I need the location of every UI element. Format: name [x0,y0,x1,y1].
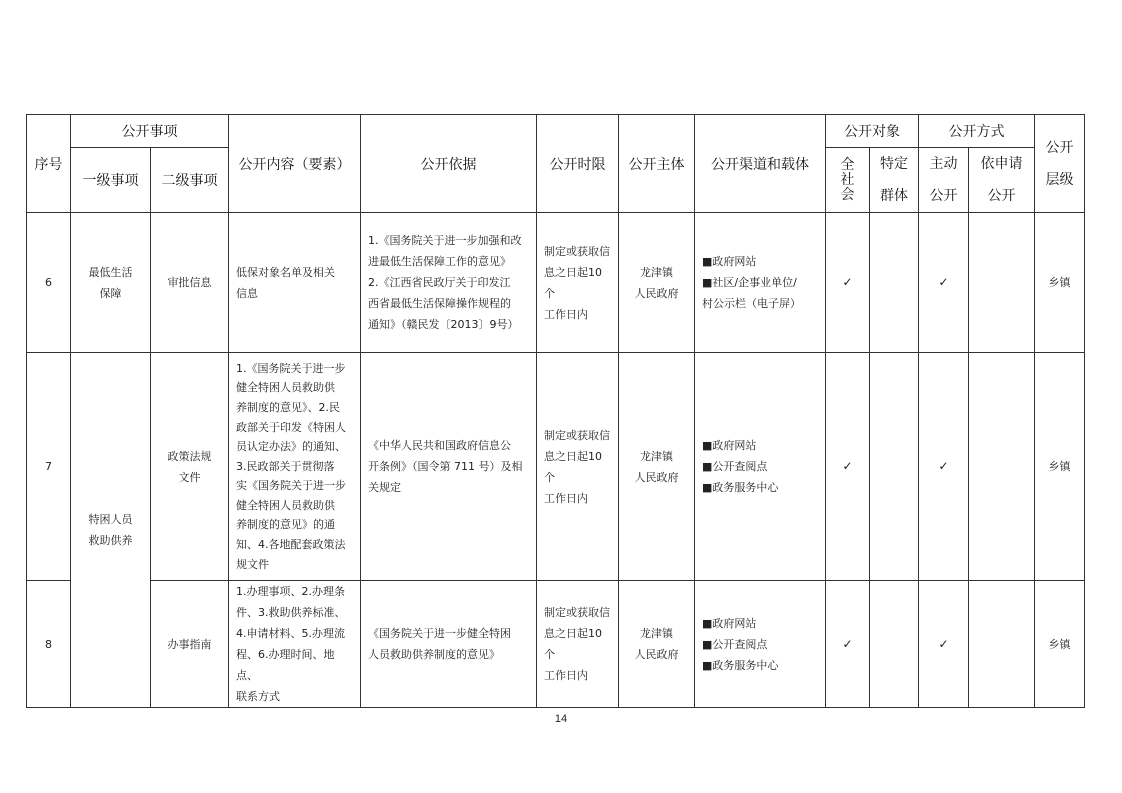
row-content: 1.《国务院关于进一步 健全特困人员救助供 养制度的意见》、2.民 政部关于印发《特困人 员认定办法》的通知、 3.民政部关于贯彻落 实《国务院关于进一步 健全特困人员救助供 养制度的意见》的通 知、4.各地配套政策法 规文件 [229,353,361,581]
cell-specific-empty [870,353,919,581]
row-subject: 龙津镇 人民政府 [619,213,695,353]
row-level: 乡镇 [1035,213,1085,353]
table-row [27,213,1085,353]
row-channel: ■政府网站 ■公开查阅点 ■政务服务中心 [695,353,826,581]
header-level1: 一级事项 [71,148,151,213]
header-target-all: 全 社 会 [826,148,870,213]
table-row [27,581,1085,708]
row-basis: 《国务院关于进一步健全特困 人员救助供养制度的意见》 [361,581,537,708]
cell-request-empty [969,581,1035,708]
row-time-limit: 制定或获取信 息之日起10个 工作日内 [537,581,619,708]
header-target-group: 公开对象 [826,115,919,148]
check-mark-active: ✓ [919,581,969,708]
row-channel: ■政府网站 ■公开查阅点 ■政务服务中心 [695,581,826,708]
row-content: 低保对象名单及相关 信息 [229,213,361,353]
table-row [27,353,1085,581]
page-number: 14 [554,713,568,725]
header-channel: 公开渠道和载体 [695,115,826,213]
row-level: 乡镇 [1035,581,1085,708]
row-seq: 8 [27,581,71,708]
header-method-group: 公开方式 [919,115,1035,148]
check-mark-active: ✓ [919,353,969,581]
row-level2: 办事指南 [151,581,229,708]
header-method-active: 主动 公开 [919,148,969,213]
row-basis: 《中华人民共和国政府信息公 开条例》（国令第 711 号）及相 关规定 [361,353,537,581]
cell-request-empty [969,353,1035,581]
cell-specific-empty [870,581,919,708]
header-time-limit: 公开时限 [537,115,619,213]
check-mark-all: ✓ [826,213,870,353]
row-seq: 7 [27,353,71,581]
check-mark-all: ✓ [826,353,870,581]
header-basis: 公开依据 [361,115,537,213]
row-level1: 特困人员 救助供养 [71,353,151,708]
header-content: 公开内容（要素） [229,115,361,213]
row-subject: 龙津镇 人民政府 [619,353,695,581]
cell-specific-empty [870,213,919,353]
row-subject: 龙津镇 人民政府 [619,581,695,708]
header-subject: 公开主体 [619,115,695,213]
header-target-specific: 特定 群体 [870,148,919,213]
header-level: 公开 层级 [1035,115,1085,213]
row-time-limit: 制定或获取信 息之日起10个 工作日内 [537,213,619,353]
check-mark-all: ✓ [826,581,870,708]
row-time-limit: 制定或获取信 息之日起10个 工作日内 [537,353,619,581]
row-seq: 6 [27,213,71,353]
header-seq: 序号 [27,115,71,213]
row-basis: 1.《国务院关于进一步加强和改 进最低生活保障工作的意见》 2.《江西省民政厅关于印发江 西省最低生活保障操作规程的 通知》（赣民发〔2013〕9号） [361,213,537,353]
check-mark-active: ✓ [919,213,969,353]
row-level2: 审批信息 [151,213,229,353]
disclosure-table [26,114,1085,708]
row-content: 1.办理事项、2.办理条 件、3.救助供养标准、 4.申请材料、5.办理流 程、6.办理时间、地点、 联系方式 [229,581,361,708]
header-method-request: 依申请 公开 [969,148,1035,213]
row-level: 乡镇 [1035,353,1085,581]
row-level1: 最低生活 保障 [71,213,151,353]
row-level2: 政策法规 文件 [151,353,229,581]
cell-request-empty [969,213,1035,353]
header-level2: 二级事项 [151,148,229,213]
row-channel: ■政府网站 ■社区/企事业单位/ 村公示栏（电子屏） [695,213,826,353]
header-items-group: 公开事项 [71,115,229,148]
